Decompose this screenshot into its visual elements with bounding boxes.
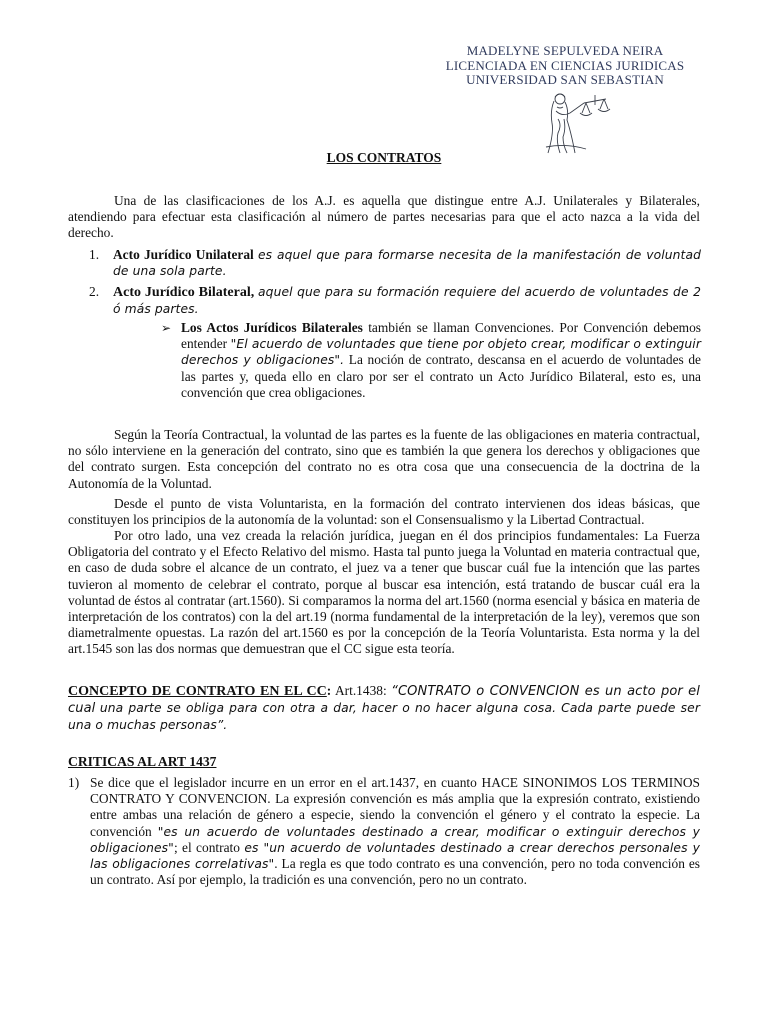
- document-title: LOS CONTRATOS: [326, 150, 442, 165]
- author-degree: LICENCIADA EN CIENCIAS JURIDICAS: [445, 57, 685, 73]
- concepto-quote-rest: una parte se obliga para con otra a dar, hacer o no hacer alguna cosa. Cada parte puede ser una o muchas personas”.: [68, 701, 700, 733]
- list-item-bilateral: [113, 284, 701, 317]
- criticas-number: 1): [68, 775, 80, 790]
- def-unilateral: es aquel que para formarse necesita de la manifestación de voluntad de una sola parte.: [113, 248, 702, 279]
- concepto-quote-lead: “CONTRATO o CONVENCION es un acto por el cual: [68, 684, 700, 717]
- paragraph-voluntarista: Desde el punto de vista Voluntarista, en la formación del contrato intervienen dos ideas básicas, que constituyen los principios de la autonomía de la voluntad: son el Consensualismo y la Libertad Contractual.: [68, 496, 700, 528]
- concepto-section: [68, 683, 700, 734]
- paragraph-principios: Por otro lado, una vez creada la relación jurídica, juegan en él dos principios fundamentales: La Fuerza Obligatoria del contrato y el Efecto Relativo del mismo. Hasta tal punto juega la Voluntad en materia contractual que, en caso de duda sobre el alcance de un contrato, el juez va a tener que buscar cuál fue la intención que las partes tuvieron al momento de celebrar el contrato, porque al buscar esa intención, está tratando de buscar cuál era la voluntad de éstos al contratar (art.1560). Si comparamos la norma del art.1560 (norma esencial y básica en materia de interpretación de los contratos) con la del art.19 (norma fundamental de la interpretación de la ley), veremos que son diametralmente opuestas. La razón del art.1560 es por la concepción de la Teoría Voluntarista. Esta norma y la del art.1545 son las dos normas que demuestran que el CC sigue esta teoría.: [68, 528, 700, 657]
- term-bilateral: Acto Jurídico Bilateral,: [113, 285, 255, 300]
- list-number: 1.: [89, 247, 100, 262]
- paragraph-teoria-contractual: Según la Teoría Contractual, la voluntad de las partes es la fuente de las obligaciones en materia contractual, no sólo interviene en la generación del contrato, sino que es también la que genera los derechos y obligaciones que del contrato surgen. Esta concepción del contrato no es otra cosa que una consecuencia de la doctrina de la Autonomía de la Voluntad.: [68, 427, 700, 491]
- author-university: UNIVERSIDAD SAN SEBASTIAN: [466, 72, 664, 87]
- criticas-text-1: Se dice que el legislador incurre en un error en el art.1437, en cuanto HACE SINONIMOS LOS TERMINOS CONTRATO Y CONVENCION. La expresión convención es más amplia que la expresión contrato, existiendo entre ambas una relación de género a especie, siendo la convención el género y el contrato la especie. La convención: [90, 775, 700, 839]
- def-bilateral: aquel que para su formación requiere del acuerdo de voluntades de 2 ó más partes.: [113, 285, 701, 317]
- concepto-heading: CONCEPTO DE CONTRATO EN EL CC: [68, 684, 327, 699]
- bullet-quote: "El acuerdo de voluntades que tiene por objeto crear, modificar o extinguir derechos y obligaciones".: [181, 337, 701, 368]
- author-name: MADELYNE SEPULVEDA NEIRA: [466, 43, 664, 58]
- bullet-text-2: La noción de contrato, descansa en el acuerdo de voluntades de las partes y, queda ello en claro por ser el contrato un Acto Jurídico Bilateral, esto es, una convención que crea obligaciones.: [181, 352, 701, 400]
- bullet-text-1: también se llaman Convenciones. Por Convención debemos entender: [181, 320, 701, 352]
- criticas-heading: CRITICAS AL ART 1437: [68, 754, 217, 769]
- concepto-colon: :: [326, 683, 332, 698]
- criticas-text-2: ; el contrato: [173, 839, 240, 855]
- author-header: [430, 44, 700, 88]
- list-number: 2.: [89, 284, 100, 299]
- arrow-bullet-icon: ➢: [161, 321, 172, 335]
- concepto-article: Art.1438:: [334, 683, 387, 698]
- lady-justice-icon: [540, 85, 616, 157]
- criticas-quote-1: "es un acuerdo de voluntades destinado a crear, modificar o extinguir derechos y obligaciones": [90, 824, 700, 855]
- list-item-unilateral: [113, 247, 701, 279]
- criticas-quote-2: es "un acuerdo de voluntades destinado a crear derechos personales y las obligaciones correlativas": [90, 840, 700, 872]
- intro-paragraph: Una de las clasificaciones de los A.J. es aquella que distingue entre A.J. Unilaterales y Bilaterales, atendiendo para efectuar esta clasificación al número de partes necesarias para que el acto nazca a la vida del derecho.: [68, 193, 700, 241]
- bullet-convenciones: [181, 320, 701, 401]
- term-unilateral: Acto Jurídico Unilateral: [113, 247, 254, 262]
- criticas-item-1: [90, 775, 700, 888]
- bullet-term: Los Actos Jurídicos Bilaterales: [181, 320, 363, 335]
- criticas-text-3: . La regla es que todo contrato es una convención, pero no toda convención es un contrato. Así por ejemplo, la tradición es una convención, pero no un contrato.: [90, 856, 700, 888]
